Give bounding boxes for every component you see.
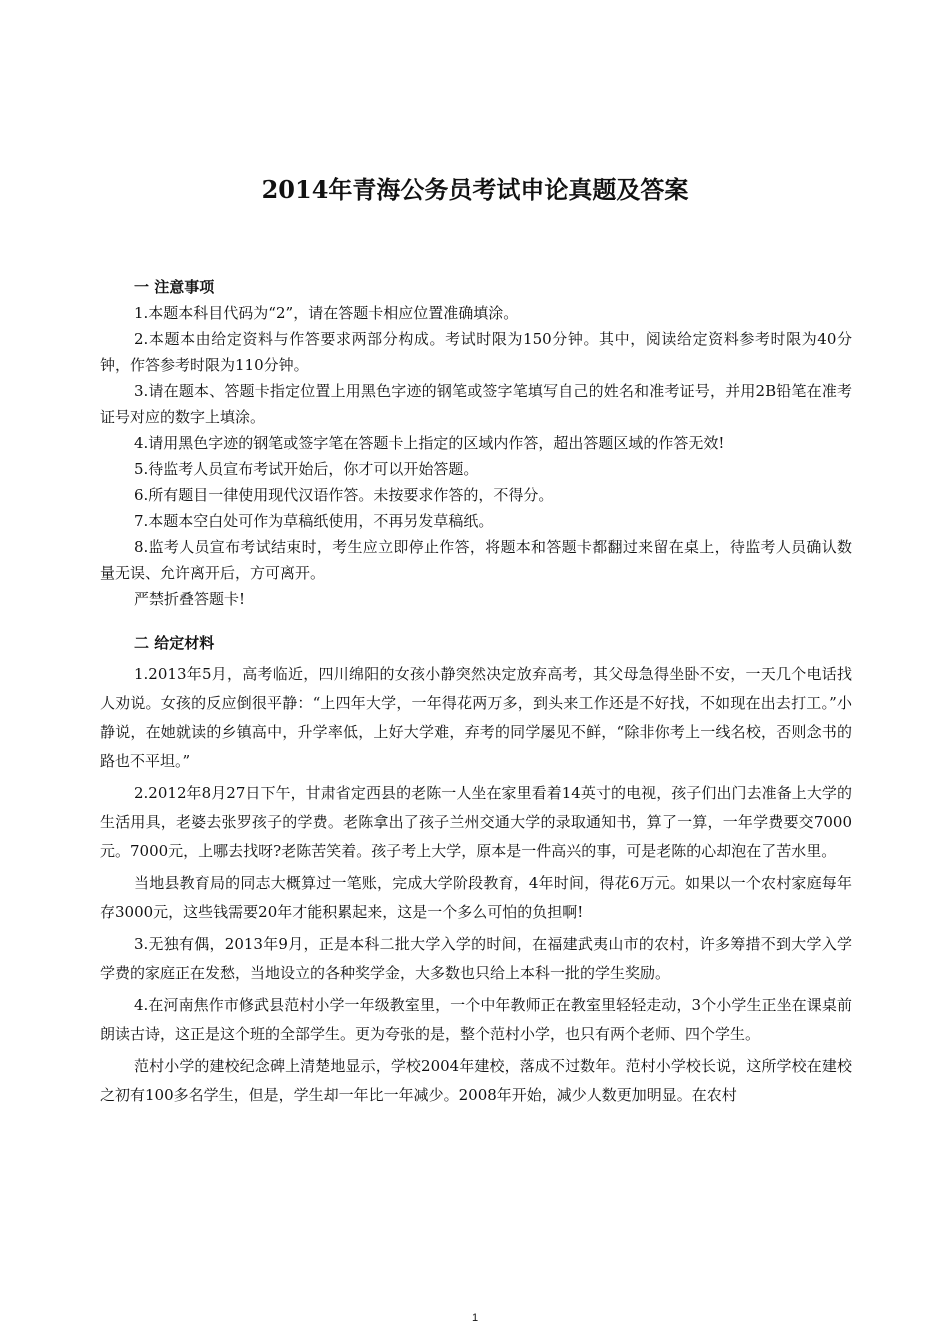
material-paragraph: 3.无独有偶，2013年9月，正是本科二批大学入学的时间，在福建武夷山市的农村，许多筹措不到大学入学学费的家庭正在发愁，当地设立的各种奖学金，大多数也只给上本科一批的学生奖励。: [100, 935, 852, 982]
material-paragraph: 4.在河南焦作市修武县范村小学一年级教室里，一个中年教师正在教室里轻轻走动，3个小学生正坐在课桌前朗读古诗，这正是这个班的全部学生。更为夸张的是，整个范村小学，也只有两个老师、四个学生。: [100, 996, 852, 1043]
notice-item: 7.本题本空白处可作为草稿纸使用，不再另发草稿纸。: [134, 512, 494, 530]
material-paragraph: 范村小学的建校纪念碑上清楚地显示，学校2004年建校，落成不过数年。范村小学校长说，这所学校在建校之初有100多名学生，但是，学生却一年比一年减少。2008年开始，减少人数更加明显。在农村: [100, 1057, 852, 1104]
notice-item: 2.本题本由给定资料与作答要求两部分构成。考试时限为150分钟。其中，阅读给定资料参考时限为40分钟，作答参考时限为110分钟。: [100, 330, 852, 374]
notice-warning: 严禁折叠答题卡!: [134, 590, 246, 608]
document-body: [100, 274, 852, 1113]
page-number: 1: [471, 1312, 479, 1324]
material-section: [100, 630, 852, 1110]
notice-item: 8.监考人员宣布考试结束时，考生应立即停止作答，将题本和答题卡都翻过来留在桌上，待监考人员确认数量无误、允许离开后，方可离开。: [100, 538, 852, 582]
document-title: 2014年青海公务员考试申论真题及答案: [261, 175, 689, 204]
notice-item: 3.请在题本、答题卡指定位置上用黑色字迹的钢笔或签字笔填写自己的姓名和准考证号，并用2B铅笔在准考证号对应的数字上填涂。: [100, 382, 852, 426]
material-paragraph: 当地县教育局的同志大概算过一笔账，完成大学阶段教育，4年时间，得花6万元。如果以一个农村家庭每年存3000元，这些钱需要20年才能积累起来，这是一个多么可怕的负担啊!: [100, 874, 852, 921]
notice-item: 1.本题本科目代码为“2”，请在答题卡相应位置准确填涂。: [134, 304, 519, 322]
notice-heading: 一 注意事项: [134, 278, 215, 296]
material-paragraph: 2.2012年8月27日下午，甘肃省定西县的老陈一人坐在家里看着14英寸的电视，孩子们出门去准备上大学的生活用具，老婆去张罗孩子的学费。老陈拿出了孩子兰州交通大学的录取通知书，算了一算，一年学费要交7000元。7000元，上哪去找呀?老陈苦笑着。孩子考上大学，原本是一件高兴的事，可是老陈的心却泡在了苦水里。: [100, 784, 852, 860]
notice-item: 5.待监考人员宣布考试开始后，你才可以开始答题。: [134, 460, 479, 478]
notice-section: [100, 274, 852, 612]
material-paragraph: 1.2013年5月，高考临近，四川绵阳的女孩小静突然决定放弃高考，其父母急得坐卧不安，一天几个电话找人劝说。女孩的反应倒很平静：“上四年大学，一年得花两万多，到头来工作还是不好找，不如现在出去打工。”小静说，在她就读的乡镇高中，升学率低，上好大学难，弃考的同学屡见不鲜，“除非你考上一线名校，否则念书的路也不平坦。”: [100, 665, 852, 770]
material-heading: 二 给定材料: [134, 634, 215, 652]
notice-item: 6.所有题目一律使用现代汉语作答。未按要求作答的，不得分。: [134, 486, 554, 504]
notice-item: 4.请用黑色字迹的钢笔或签字笔在答题卡上指定的区域内作答，超出答题区域的作答无效!: [134, 434, 725, 452]
